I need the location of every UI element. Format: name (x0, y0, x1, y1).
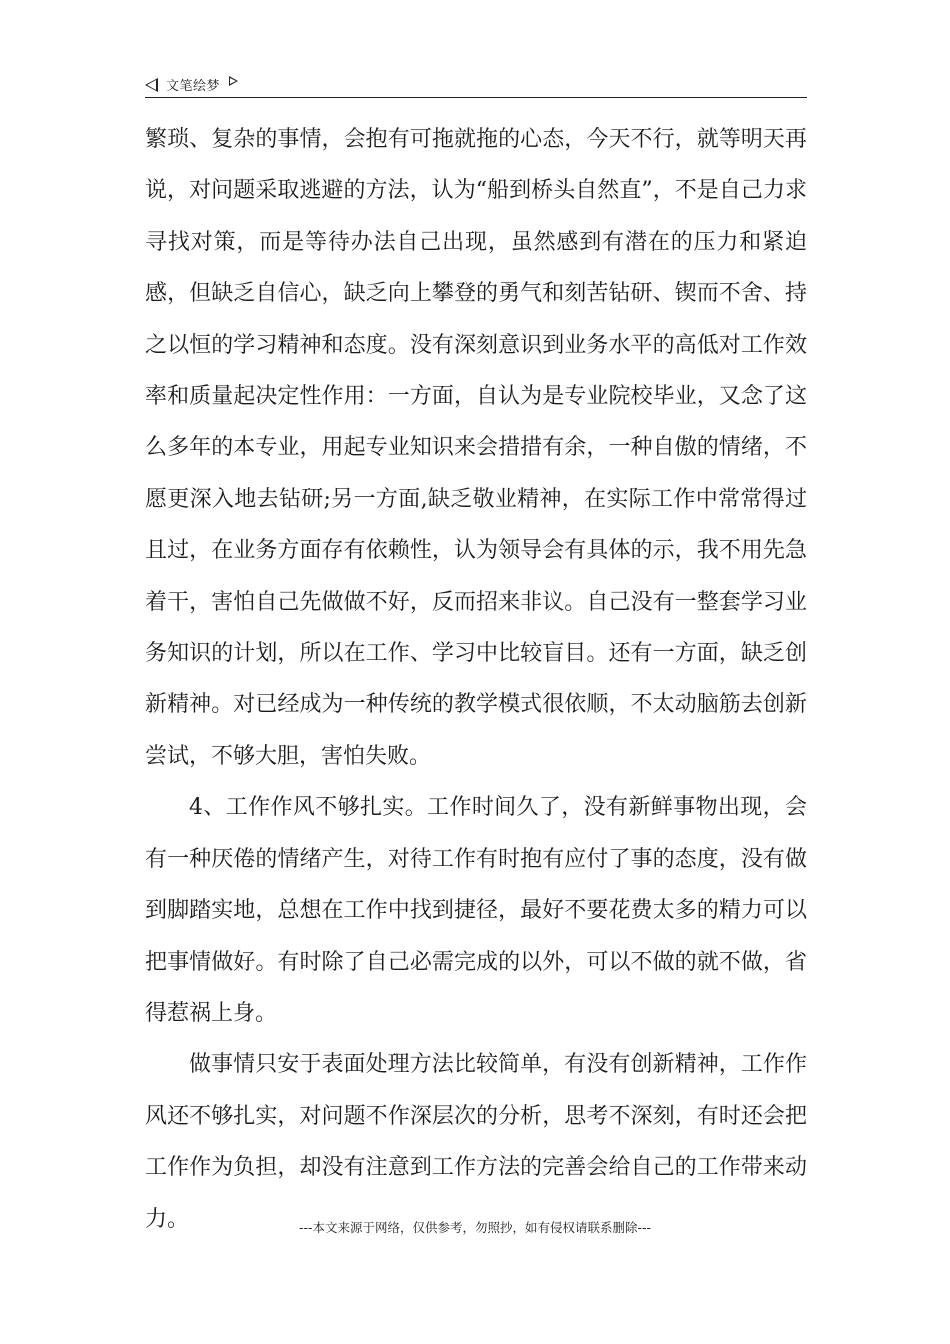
page-footer: ---本文来源于网络，仅供参考，勿照抄，如有侵权请联系删除--- (298, 1220, 652, 1235)
header-title: 文笔绘梦 (166, 78, 221, 94)
paragraph-1: 繁琐、复杂的事情，会抱有可拖就拖的心态，今天不行，就等明天再说，对问题采取逃避的方法，认为“船到桥头自然直”，不是自己力求寻找对策，而是等待办法自己出现，虽然感到有潜在的压力和紧迫感，但缺乏自信心，缺乏向上攀登的勇气和刻苦钻研、锲而不舍、持之以恒的学习精神和态度。没有深刻意识到业务水平的高低对工作效率和质量起决定性作用：一方面，自认为是专业院校毕业，又念了这么多年的本专业，用起专业知识来会措措有余，一种自傲的情绪，不愿更深入地去钻研;另一方面,缺乏敬业精神，在实际工作中常常得过且过，在业务方面存有依赖性，认为领导会有具体的示，我不用先急着干，害怕自己先做做不好，反而招来非议。自己没有一整套学习业务知识的计划，所以在工作、学习中比较盲目。还有一方面，缺乏创新精神。对已经成为一种传统的教学模式很依顺，不太动脑筋去创新尝试，不够大胆，害怕失败。 (145, 127, 807, 769)
left-triangle-icon (145, 78, 158, 92)
document-body (145, 114, 807, 1245)
paragraph-2: 4、工作作风不够扎实。工作时间久了，没有新鲜事物出现，会有一种厌倦的情绪产生，对待工作有时抱有应付了事的态度，没有做到脚踏实地，总想在工作中找到捷径，最好不要花费太多的精力可以把事情做好。有时除了自己必需完成的以外，可以不做的就不做，省得惹祸上身。 (145, 795, 807, 1026)
paragraph-3: 做事情只安于表面处理方法比较简单，有没有创新精神，工作作风还不够扎实，对问题不作深层次的分析，思考不深刻，有时还会把工作作为负担，却没有注意到工作方法的完善会给自己的工作带来动力。 (145, 1052, 807, 1232)
page-header (145, 74, 807, 98)
right-triangle-icon (229, 76, 238, 86)
